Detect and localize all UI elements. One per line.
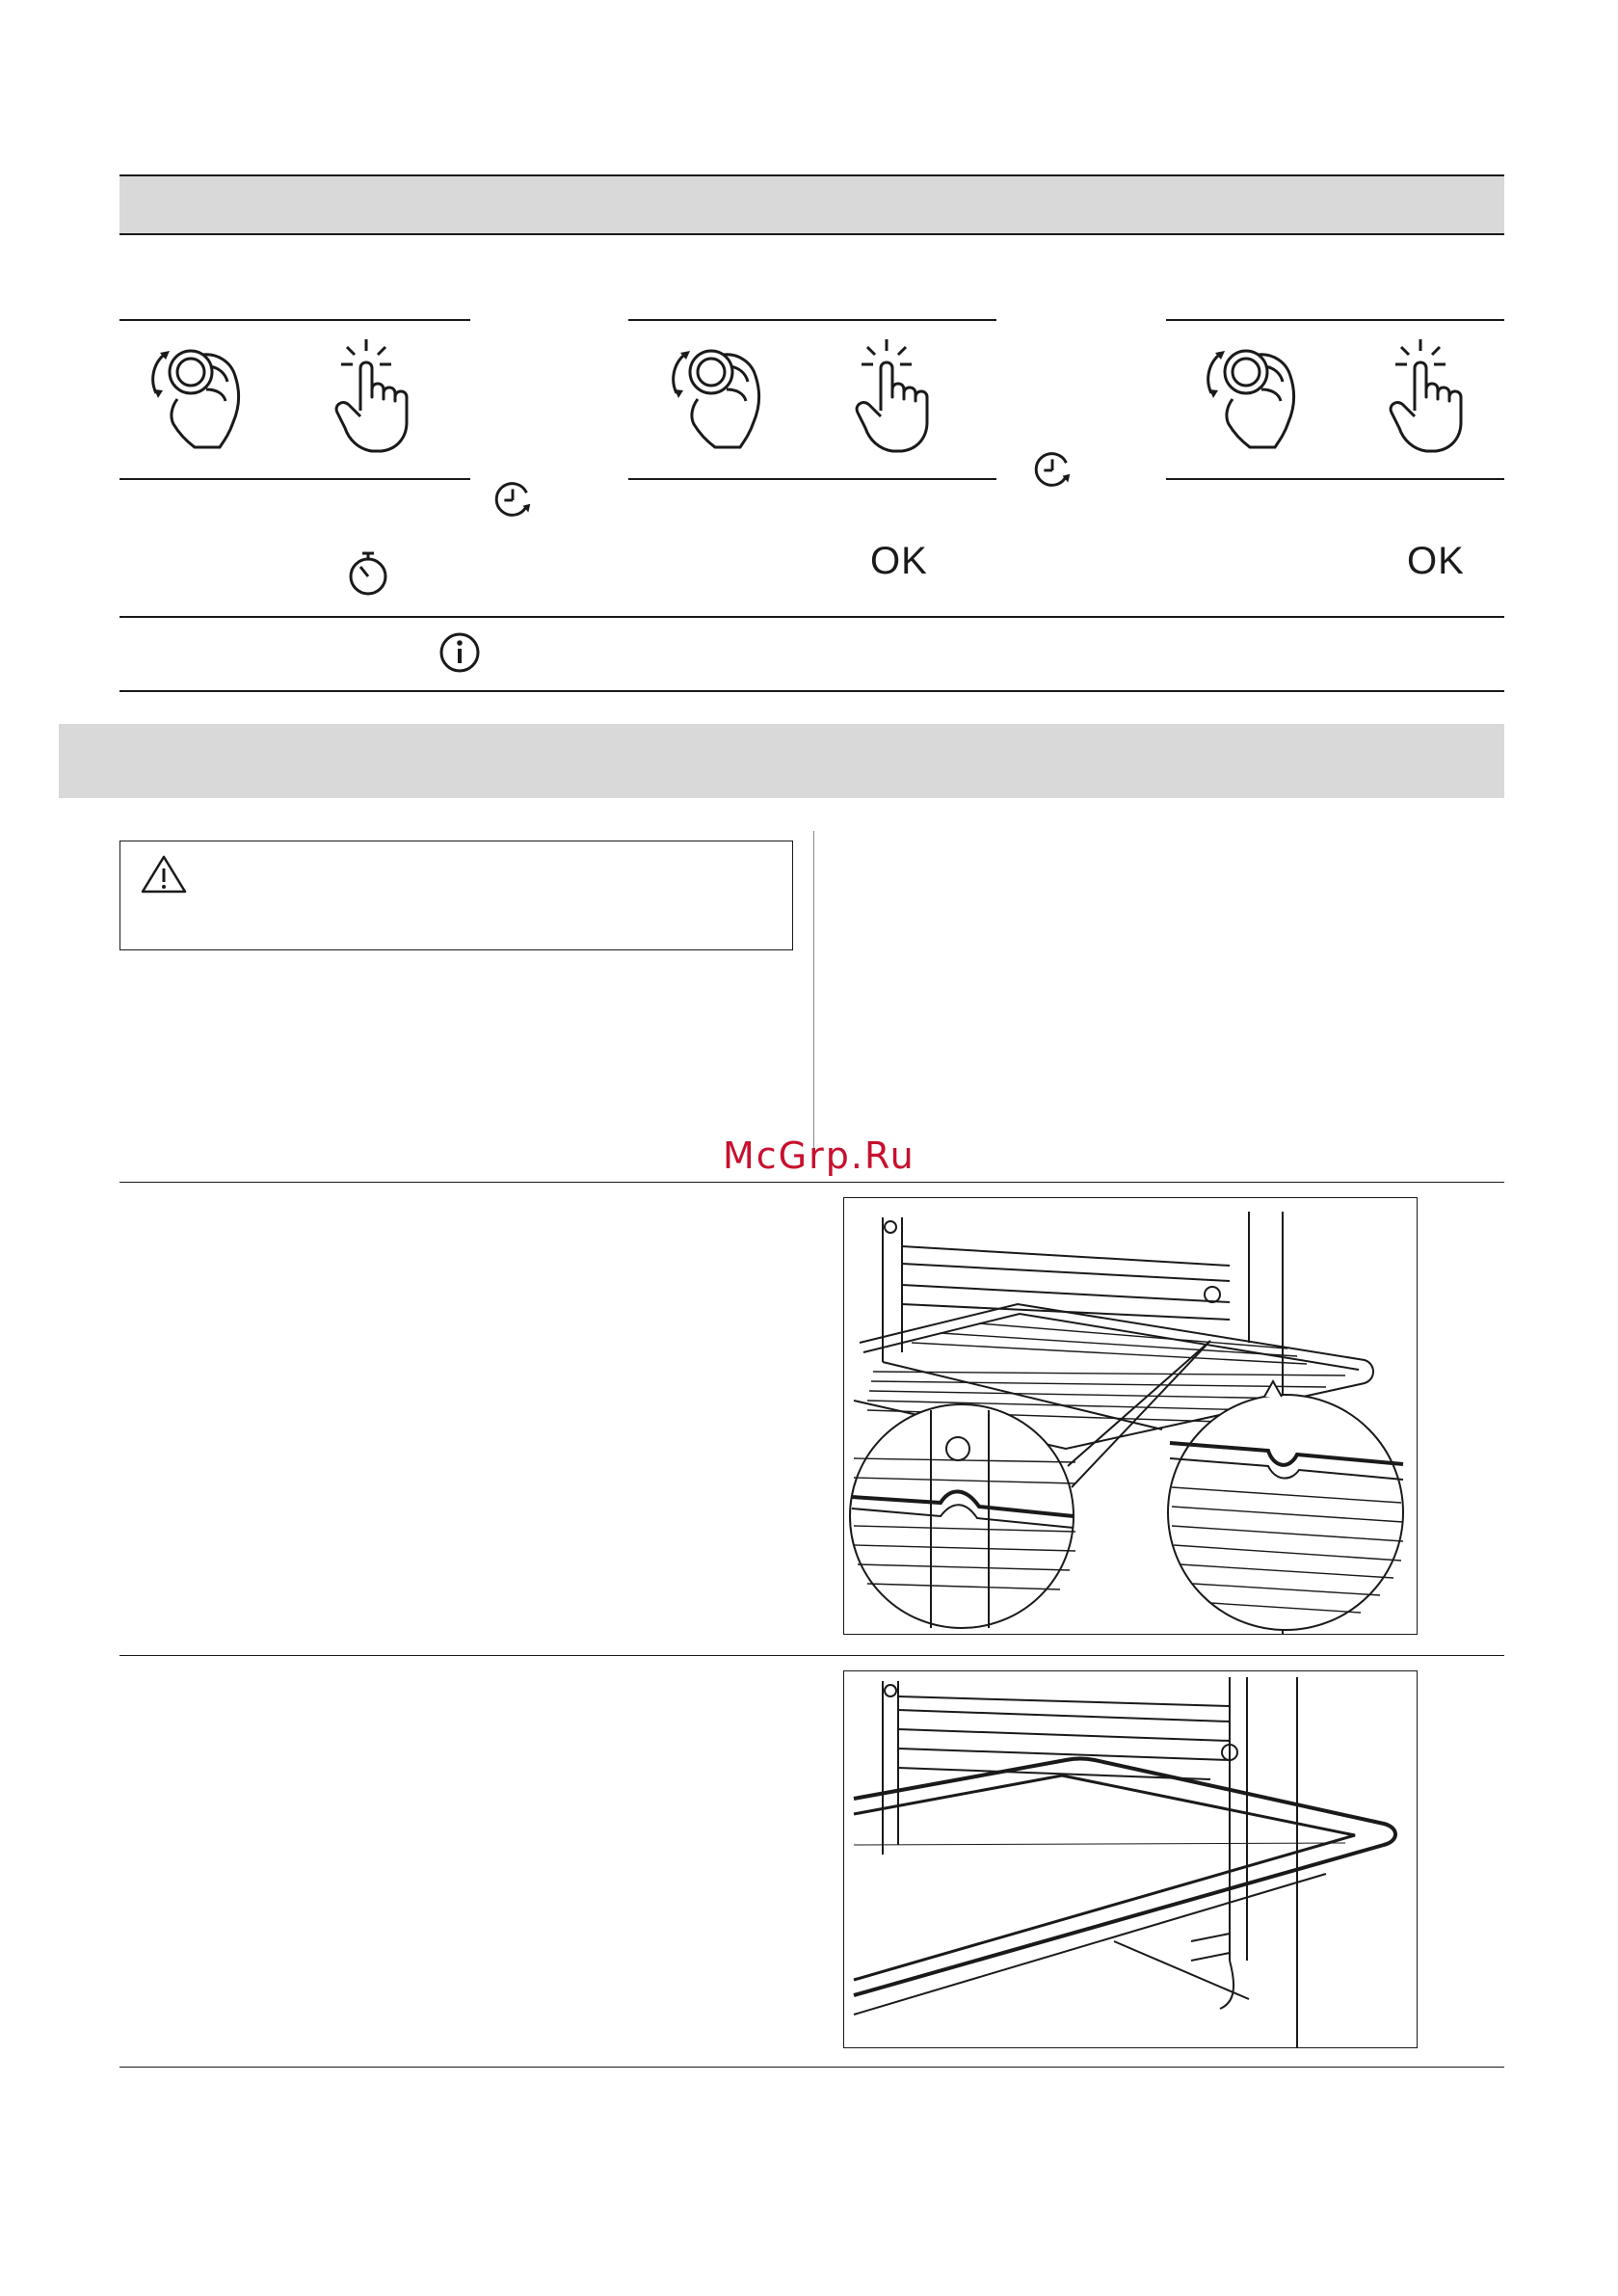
section-header-band-1 xyxy=(119,175,1504,233)
watermark: McGrp.Ru xyxy=(723,1135,915,1177)
touch-hand-icon xyxy=(838,334,964,459)
touch-hand-icon xyxy=(318,334,443,459)
section-header-band-2 xyxy=(59,724,1504,798)
step-3-top-rule xyxy=(1166,319,1504,321)
divider xyxy=(119,233,1504,235)
warning-box xyxy=(119,841,793,950)
step-1-bottom-rule xyxy=(119,478,470,480)
info-icon xyxy=(438,631,481,674)
column-divider xyxy=(813,831,814,1149)
timer-icon xyxy=(345,547,391,598)
divider xyxy=(119,2067,1504,2068)
divider xyxy=(119,1182,1504,1183)
turn-knob-hand-icon xyxy=(1190,334,1315,459)
baking-tray-insertion-figure xyxy=(843,1670,1418,2048)
turn-knob-hand-icon xyxy=(135,334,260,459)
warning-triangle-icon xyxy=(140,853,188,895)
turn-knob-hand-icon xyxy=(655,334,781,459)
divider xyxy=(119,1655,1504,1656)
step-1-top-rule xyxy=(119,319,470,321)
step-2-bottom-rule xyxy=(628,478,996,480)
clock-set-icon xyxy=(1029,446,1075,493)
step-3-bottom-rule xyxy=(1166,478,1504,480)
touch-hand-icon xyxy=(1372,334,1498,459)
divider xyxy=(119,690,1504,692)
wire-shelf-insertion-figure xyxy=(843,1197,1418,1635)
divider xyxy=(119,174,1504,176)
ok-label: OK xyxy=(1407,540,1465,582)
step-2-top-rule xyxy=(628,319,996,321)
divider xyxy=(119,616,1504,618)
clock-set-icon xyxy=(490,476,536,522)
ok-label: OK xyxy=(870,540,928,582)
